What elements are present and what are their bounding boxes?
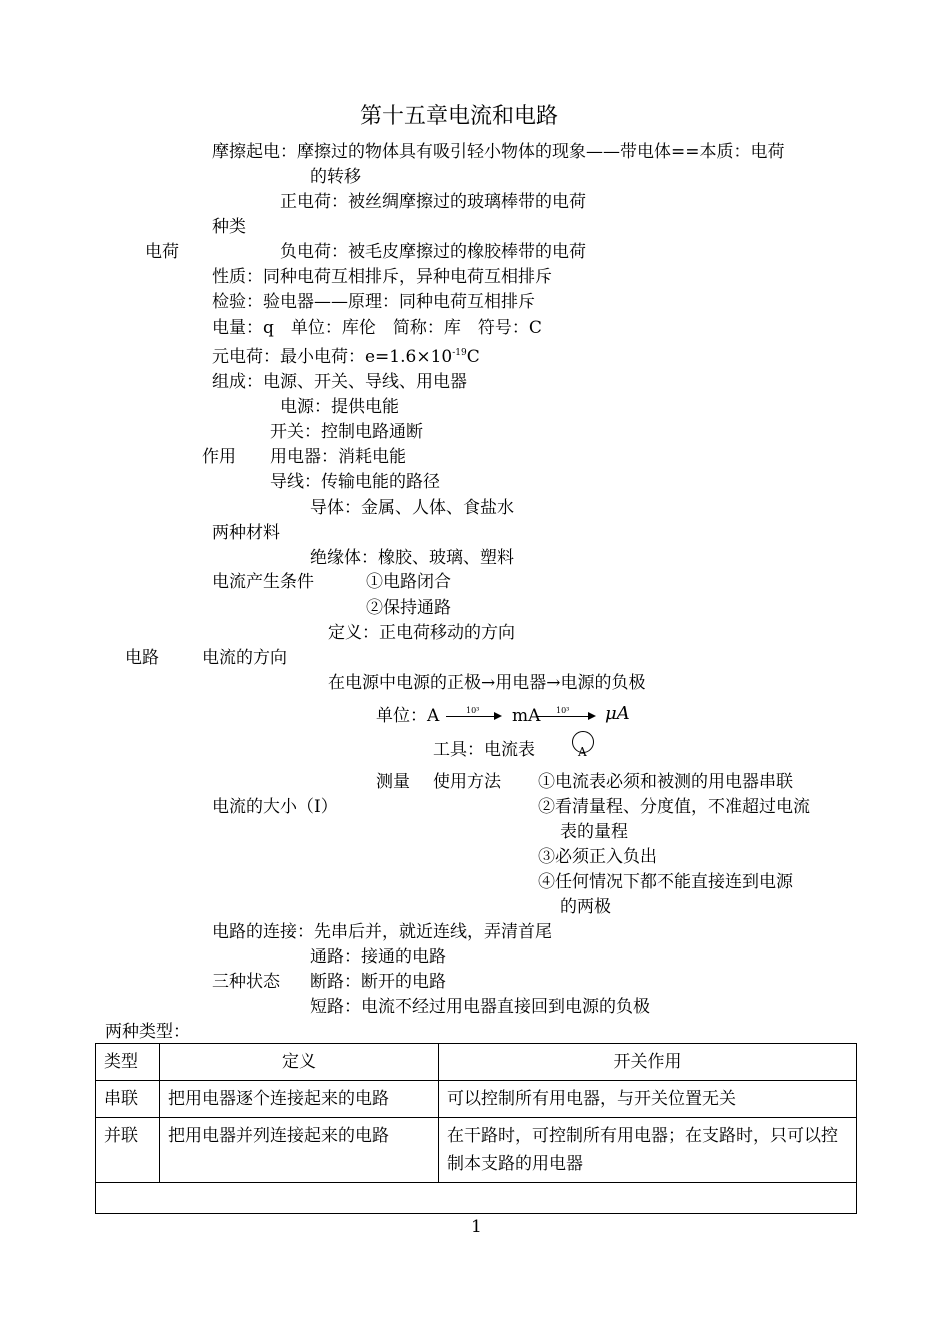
insulator: 绝缘体：橡胶、玻璃、塑料 [310, 548, 514, 568]
friction-electrification: 摩擦起电：摩擦过的物体具有吸引轻小物体的现象——带电体==本质：电荷 [212, 142, 785, 162]
circuit-composition: 组成：电源、开关、导线、用电器 [212, 372, 467, 392]
factor-a-to-ma: 10³ [466, 706, 480, 715]
current-direction-label: 电流的方向 [202, 648, 287, 668]
positive-charge: 正电荷：被丝绸摩擦过的玻璃棒带的电荷 [280, 192, 586, 212]
power-source: 电源：提供电能 [280, 397, 399, 417]
state-open: 断路：断开的电路 [310, 972, 446, 992]
measure-tool: 工具：电流表 [433, 740, 535, 760]
row-series-switch: 可以控制所有用电器，与开关位置无关 [439, 1081, 857, 1118]
rule-range-cont: 表的量程 [560, 822, 628, 842]
charge-kinds-label: 种类 [212, 217, 246, 237]
unit-ma: mA [512, 706, 541, 726]
direction-in-source: 在电源中电源的正极→用电器→电源的负极 [328, 673, 646, 693]
current-size-label: 电流的大小（I） [212, 797, 338, 817]
function-label: 作用 [202, 447, 236, 467]
table-row [96, 1081, 857, 1118]
circuit-connection: 电路的连接：先串后并，就近连线，弄清首尾 [212, 922, 552, 942]
row-series-definition: 把用电器逐个连接起来的电路 [160, 1081, 439, 1118]
charge-test: 检验：验电器——原理：同种电荷互相排斥 [212, 292, 535, 312]
rule-no-direct-cont: 的两极 [560, 897, 611, 917]
conductor: 导体：金属、人体、食盐水 [310, 498, 514, 518]
table-header-row [96, 1044, 857, 1081]
header-definition: 定义 [160, 1044, 439, 1081]
circuit-label: 电路 [125, 648, 159, 668]
unit-prefix: 单位：A [376, 706, 440, 726]
table-empty-row [96, 1183, 857, 1214]
empty-cell [96, 1183, 857, 1214]
arrow-a-to-ma-line [446, 716, 496, 717]
charge-quantity: 电量：q 单位：库伦 简称：库 符号：C [212, 318, 542, 338]
rule-no-direct: ④任何情况下都不能直接连到电源 [538, 872, 793, 892]
friction-electrification-cont: 的转移 [310, 167, 361, 187]
appliance: 用电器：消耗电能 [270, 447, 406, 467]
rule-series: ①电流表必须和被测的用电器串联 [538, 772, 793, 792]
two-types-label: 两种类型： [105, 1022, 190, 1042]
three-states-label: 三种状态 [212, 972, 280, 992]
direction-definition: 定义：正电荷移动的方向 [328, 623, 515, 643]
factor-ma-to-ua: 10³ [556, 706, 570, 715]
page-number: 1 [471, 1217, 482, 1237]
arrow-ma-to-ua-head [588, 712, 596, 720]
rule-range: ②看清量程、分度值，不准超过电流 [538, 797, 810, 817]
measure-label: 测量 [376, 772, 410, 792]
two-materials-label: 两种材料 [212, 523, 280, 543]
header-switch-role: 开关作用 [439, 1044, 857, 1081]
charge-property: 性质：同种电荷互相排斥，异种电荷互相排斥 [212, 267, 552, 287]
header-type: 类型 [96, 1044, 160, 1081]
switch: 开关：控制电路通断 [270, 422, 423, 442]
row-series-type: 串联 [96, 1081, 160, 1118]
current-condition-label: 电流产生条件 [212, 572, 314, 592]
charge-label: 电荷 [145, 242, 179, 262]
page-title: 第十五章电流和电路 [360, 104, 559, 129]
usage-label: 使用方法 [433, 772, 501, 792]
negative-charge: 负电荷：被毛皮摩擦过的橡胶棒带的电荷 [280, 242, 586, 262]
rule-polarity: ③必须正入负出 [538, 847, 657, 867]
circuit-types-table [95, 1043, 857, 1214]
condition-closed: ①电路闭合 [366, 572, 451, 592]
table-row [96, 1118, 857, 1183]
elementary-charge: 元电荷：最小电荷：$e=1.6\times 10^{-19}C$ [212, 347, 480, 367]
row-parallel-switch: 在干路时，可控制所有用电器；在支路时，只可以控制本支路的用电器 [439, 1118, 857, 1183]
wire: 导线：传输电能的路径 [270, 472, 440, 492]
state-short: 短路：电流不经过用电器直接回到电源的负极 [310, 997, 650, 1017]
row-parallel-definition: 把用电器并列连接起来的电路 [160, 1118, 439, 1183]
state-closed: 通路：接通的电路 [310, 947, 446, 967]
ammeter-symbol: A [578, 745, 587, 759]
row-parallel-type: 并联 [96, 1118, 160, 1183]
unit-ua: μA [605, 703, 630, 724]
arrow-a-to-ma-head [494, 712, 502, 720]
condition-path: ②保持通路 [366, 598, 451, 618]
arrow-ma-to-ua-line [536, 716, 590, 717]
